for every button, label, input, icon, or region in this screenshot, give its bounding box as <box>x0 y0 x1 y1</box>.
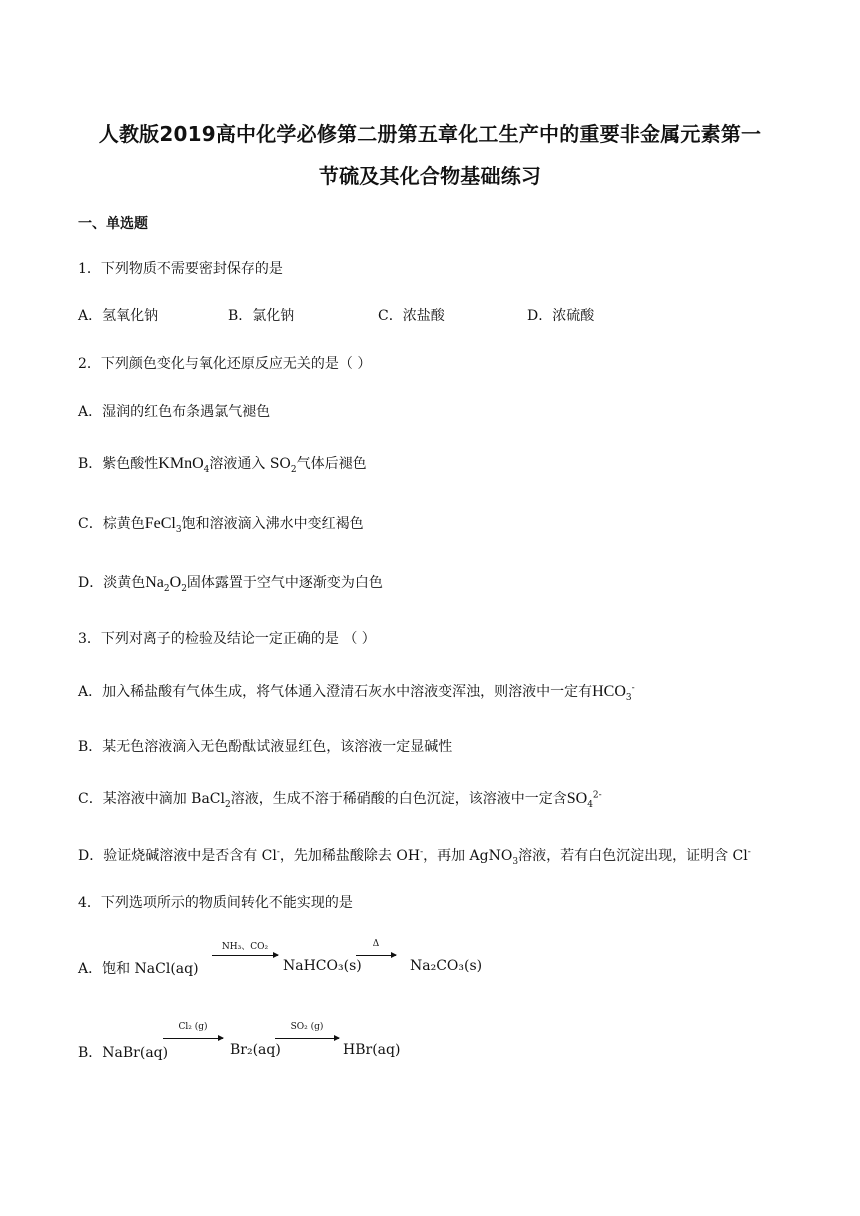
q4-option-a-start: A．饱和 NaCl(aq) <box>78 961 199 977</box>
q4-option-a-end: Na₂CO₃(s) <box>410 958 483 974</box>
q4-option-b-end: HBr(aq) <box>343 1042 401 1058</box>
q3-option-a: A．加入稀盐酸有气体生成，将气体通入澄清石灰水中溶液变浑浊，则溶液中一定有$HCO_3^-$ <box>78 683 635 703</box>
q1-option-a: A．氢氧化钠 <box>78 308 159 324</box>
q3-option-b: B．某无色溶液滴入无色酚酞试液显红色，该溶液一定显碱性 <box>78 739 453 755</box>
q2-stem: 2．下列颜色变化与氧化还原反应无关的是（ ） <box>78 356 372 372</box>
q4-option-b-arrow-1: Cl₂ (g) <box>163 1036 223 1039</box>
q4-option-a-arrow-1: NH₃、CO₂ <box>212 953 278 956</box>
q1-option-b: B．氯化钠 <box>228 308 295 324</box>
q4-option-b-middle: Br₂(aq) <box>230 1042 281 1058</box>
q3-stem: 3．下列对离子的检验及结论一定正确的是 （ ） <box>78 631 376 647</box>
q4-option-a-arrow-2: Δ <box>356 953 396 956</box>
q2-option-c: C．棕黄色FeCl$_3$饱和溶液滴入沸水中变红褐色 <box>78 515 364 535</box>
q4-stem: 4．下列选项所示的物质间转化不能实现的是 <box>78 895 353 911</box>
q4-option-a-middle: NaHCO₃(s) <box>283 958 362 974</box>
title-line-1: 人教版2019高中化学必修第二册第五章化工生产中的重要非金属元素第一 <box>98 122 762 146</box>
q2-option-b: B．紫色酸性KMnO$_4$溶液通入 $SO_2$气体后褪色 <box>78 455 367 475</box>
q3-option-c: C．某溶液中滴加 BaCl$_2$溶液，生成不溶于稀硝酸的白色沉淀，该溶液中一定含$SO_4^{2-}$ <box>78 790 602 810</box>
q2-option-a: A．湿润的红色布条遇氯气褪色 <box>78 404 271 420</box>
q3-option-d: D．验证烧碱溶液中是否含有 Cl-，先加稀盐酸除去 OH-，再加 AgNO$_3$溶液，若有白色沉淀出现，证明含 Cl- <box>78 847 751 867</box>
q2-option-d: D．淡黄色$Na_2O_2$固体露置于空气中逐渐变为白色 <box>78 574 383 594</box>
title-line-2: 节硫及其化合物基础练习 <box>318 164 542 188</box>
q1-option-c: C．浓盐酸 <box>378 308 445 324</box>
q1-stem: 1．下列物质不需要密封保存的是 <box>78 261 283 277</box>
q4-option-b-start: B．NaBr(aq) <box>78 1045 169 1061</box>
q1-option-d: D．浓硫酸 <box>527 308 595 324</box>
q4-option-b-arrow-2: SO₂ (g) <box>275 1036 339 1039</box>
section-heading: 一、单选题 <box>78 216 148 232</box>
